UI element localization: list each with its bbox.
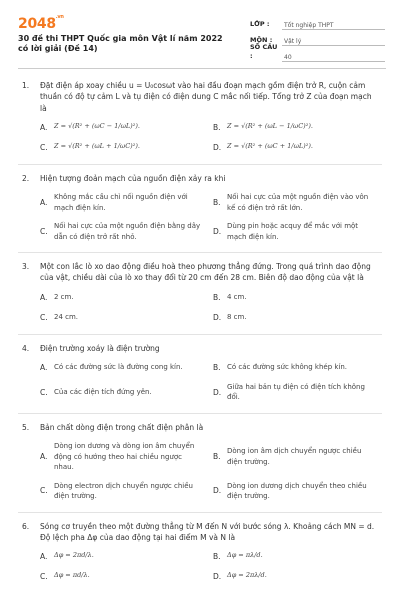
answer-option-a[interactable]: [40, 362, 203, 374]
answer-option-c[interactable]: [40, 142, 203, 154]
question: [0, 261, 400, 332]
logo-text: 2048: [18, 16, 56, 32]
option-letter: A.: [40, 292, 48, 302]
answer-option-b[interactable]: [213, 362, 376, 374]
question-number: 5.: [22, 422, 30, 432]
meta-value: Vật lý: [282, 38, 385, 46]
option-text: Dòng ion dương dịch chuyển theo chiều điện trường.: [227, 481, 367, 500]
brand-logo[interactable]: [18, 14, 64, 35]
question-text: Sóng cơ truyền theo một đường thẳng từ M đến N với bước sóng λ. Khoảng cách MN = d. Độ lệch pha Δφ của dao động tại hai điểm M và N là: [40, 521, 375, 542]
option-text: Giữa hai bản tụ điện có điện tích không đổi.: [227, 382, 365, 402]
option-letter: D.: [213, 572, 222, 581]
meta-key: SỐ CÂU :: [250, 42, 278, 61]
answer-option-d[interactable]: [213, 221, 376, 242]
answer-option-a[interactable]: [40, 122, 203, 134]
option-letter: B.: [213, 452, 221, 462]
question-text: Bản chất dòng điện trong chất điện phân là: [40, 422, 204, 432]
option-text: 8 cm.: [227, 312, 247, 321]
question-divider: [18, 164, 382, 165]
option-letter: A.: [40, 122, 48, 132]
meta-key: MÔN :: [250, 36, 273, 45]
option-letter: B.: [213, 362, 221, 372]
question: [0, 80, 400, 162]
answer-option-c[interactable]: [40, 481, 203, 502]
option-letter: B.: [213, 292, 221, 302]
option-text: 2 cm.: [54, 292, 74, 301]
question-divider: [18, 252, 382, 253]
question-number: 3.: [22, 262, 30, 271]
option-letter: A.: [40, 197, 48, 207]
option-text: Của các điện tích đứng yên.: [54, 388, 152, 396]
answer-option-b[interactable]: [213, 192, 376, 213]
option-formula: Z = √(R² + (ωL + 1/ωC)²).: [54, 141, 140, 150]
option-formula: Δφ = 2πλ/d.: [227, 571, 267, 579]
option-letter: A.: [40, 452, 48, 462]
answer-option-a[interactable]: [40, 292, 203, 304]
answer-options: [40, 122, 376, 162]
meta-value: Tốt nghiệp THPT: [282, 22, 385, 30]
meta-row-count: [250, 42, 385, 62]
question-number: 6.: [22, 521, 30, 531]
option-letter: C.: [40, 486, 48, 496]
option-text: 24 cm.: [54, 312, 79, 321]
answer-option-a[interactable]: [40, 192, 203, 213]
question: [0, 173, 400, 250]
question-number: 1.: [22, 81, 30, 90]
document-title: 30 đề thi THPT Quốc gia môn Vật lí năm 2022 có lời giải (Đề 14): [18, 34, 223, 54]
question-divider: [18, 512, 382, 513]
question-text: Một con lắc lò xo dao động điều hoà theo phương thẳng đứng. Trong quá trình dao động của vật, chiều dài của lò xo thay đổi từ 20 cm đến 28 cm. Biên độ dao động của vật là: [40, 262, 371, 283]
logo-suffix: .vn: [55, 14, 64, 20]
option-letter: C.: [40, 312, 48, 322]
option-formula: Z = √(R² + (ωL − 1/ωC)²).: [227, 121, 313, 130]
answer-option-c[interactable]: [40, 382, 203, 403]
answer-option-b[interactable]: [213, 441, 376, 473]
option-letter: A.: [40, 362, 48, 372]
option-text: Nối hai cực của một nguồn điện vào vôn kế có điện trở rất lớn.: [227, 193, 369, 212]
option-text: 4 cm.: [227, 292, 247, 301]
option-text: Dòng electron dịch chuyển ngược chiều điện trường.: [54, 481, 193, 500]
question-text: Hiện tượng đoản mạch của nguồn điện xảy ra khi: [40, 173, 226, 183]
answer-option-c[interactable]: [40, 221, 203, 242]
option-letter: C.: [40, 387, 48, 397]
answer-options: [40, 192, 376, 250]
option-text: Dòng ion dương và dòng ion âm chuyển động có hướng theo hai chiều ngược nhau.: [54, 442, 195, 471]
option-formula: Z = √(R² + (ωC − 1/ωL)²).: [54, 121, 140, 130]
question-divider: [18, 413, 382, 414]
answer-option-b[interactable]: [213, 292, 376, 304]
option-formula: Δφ = πλ/d.: [227, 551, 263, 559]
answer-options: [40, 362, 376, 411]
option-text: Không mắc cầu chì nối nguồn điện với mạch điện kín.: [54, 193, 188, 212]
option-letter: B.: [213, 552, 221, 561]
option-letter: C.: [40, 226, 48, 236]
question-divider: [18, 334, 382, 335]
question-text: Điện trường xoáy là điện trường: [40, 343, 160, 353]
option-letter: D.: [213, 226, 222, 236]
option-formula: Δφ = 2πd/λ.: [54, 551, 94, 559]
option-letter: B.: [213, 122, 221, 132]
option-text: Dùng pin hoặc acquy để mắc với một mạch điện kín.: [227, 222, 359, 241]
question-number: 4.: [22, 343, 30, 353]
option-letter: D.: [213, 312, 222, 322]
answer-option-a[interactable]: [40, 441, 203, 473]
header-divider: [18, 68, 386, 69]
answer-option-d[interactable]: [213, 312, 376, 324]
question-number: 2.: [22, 173, 30, 183]
option-text: Có các đường sức là đường cong kín.: [54, 362, 183, 371]
question-text: Đặt điện áp xoay chiều u = U₀cosωt vào hai đầu đoạn mạch gồm điện trở R, cuộn cảm thuần có độ tự cảm L và tụ điện có điện dung C mắc nối tiếp. Tổng trở Z của đoạn mạch là: [40, 81, 372, 113]
meta-value: 40: [282, 54, 385, 62]
option-letter: D.: [213, 387, 222, 397]
meta-row-class: [250, 14, 385, 30]
answer-option-a[interactable]: [40, 551, 203, 563]
meta-key: LỚP :: [250, 20, 270, 29]
option-formula: Δφ = πd/λ.: [54, 571, 90, 579]
option-text: Dòng ion âm dịch chuyển ngược chiều điện trường.: [227, 447, 362, 466]
answer-options: [40, 292, 376, 332]
option-letter: D.: [213, 142, 222, 152]
option-letter: C.: [40, 142, 48, 152]
option-text: Có các đường sức không khép kín.: [227, 362, 348, 371]
answer-options: [40, 551, 376, 591]
answer-option-c[interactable]: [40, 312, 203, 324]
option-letter: C.: [40, 572, 48, 581]
answer-options: [40, 441, 376, 510]
option-formula: Z = √(R² + (ωC + 1/ωL)²).: [227, 141, 313, 150]
meta-info: [250, 14, 385, 62]
answer-option-d[interactable]: [213, 481, 376, 502]
question: [0, 521, 400, 592]
answer-option-c[interactable]: [40, 571, 203, 583]
option-letter: B.: [213, 197, 221, 207]
option-letter: D.: [213, 486, 222, 496]
option-text: Nối hai cực của một nguồn điện bằng dây dẫn có điện trở rất nhỏ.: [54, 222, 201, 241]
question: [0, 422, 400, 510]
answer-option-d[interactable]: [213, 571, 376, 583]
answer-option-b[interactable]: [213, 122, 376, 134]
question-list: [0, 80, 400, 591]
answer-option-d[interactable]: [213, 142, 376, 154]
answer-option-b[interactable]: [213, 551, 376, 563]
question: [0, 343, 400, 411]
answer-option-d[interactable]: [213, 382, 376, 403]
option-letter: A.: [40, 552, 48, 561]
